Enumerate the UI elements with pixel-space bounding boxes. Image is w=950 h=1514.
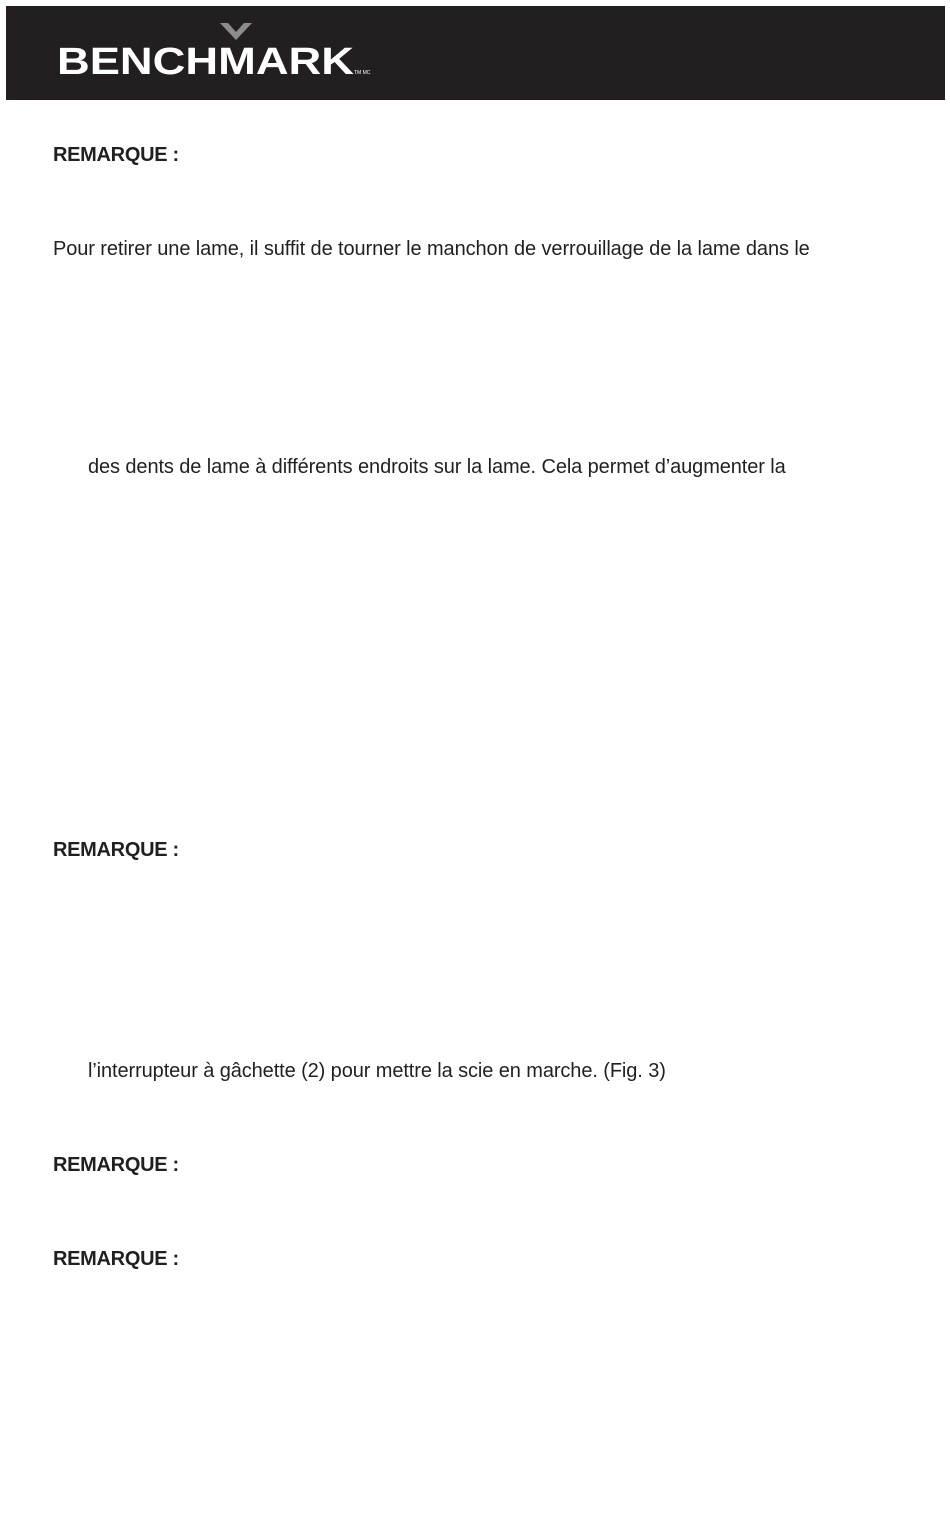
paragraph-blade-removal: Pour retirer une lame, il suffit de tourner le manchon de verrouillage de la lame dans le [53,238,810,260]
paragraph-trigger-switch: l’interrupteur à gâchette (2) pour mettre la scie en marche. (Fig. 3) [88,1060,666,1082]
note-label-2: REMARQUE : [53,839,179,861]
note-label-3: REMARQUE : [53,1154,179,1176]
note-label-1: REMARQUE : [53,144,179,166]
logo-text: BENCHMARK [57,41,355,82]
trademark-mark: TM MC [354,70,371,76]
benchmark-logo [52,22,372,82]
chevron-down-icon [220,23,252,40]
paragraph-blade-teeth: des dents de lame à différents endroits sur la lame. Cela permet d’augmenter la [88,456,786,478]
note-label-4: REMARQUE : [53,1248,179,1270]
header-bar [6,6,945,100]
